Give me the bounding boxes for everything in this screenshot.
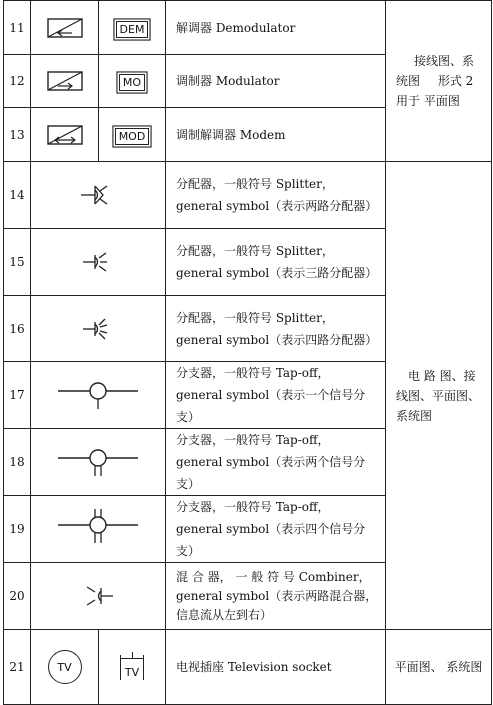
row-number: 17 (4, 362, 31, 429)
usage-line: 系统图 (396, 408, 433, 423)
usage-cell (386, 1, 492, 162)
description-line: 分支器，一般符号 Tap-off， (176, 500, 330, 514)
two-branch-tap-off-icon (53, 442, 143, 482)
tv-bracket-label: TV (124, 665, 140, 679)
form2-symbol-cell (99, 55, 166, 108)
description-line: general symbol（表示四路分配器） (176, 332, 378, 347)
row-number: 21 (4, 630, 31, 705)
description-line: 分支器，一般符号 Tap-off， (176, 366, 330, 380)
combiner-icon (73, 581, 123, 611)
row-number: 20 (4, 563, 31, 630)
description-line: 信息流从左到右） (176, 607, 273, 622)
row-number: 15 (4, 229, 31, 296)
description-line: 分配器，一般符号 Splitter， (176, 244, 334, 258)
description-cell (166, 362, 386, 429)
description-line: general symbol（表示三路分配器） (176, 266, 378, 280)
usage-cell (386, 162, 492, 630)
symbol-table (3, 0, 492, 705)
usage-line: 形式 2 用于 (396, 74, 474, 108)
symbol-cell (31, 563, 166, 630)
description-cell (166, 1, 386, 55)
usage-cell (386, 630, 492, 705)
description-line: 分支器，一般符号 Tap-off， (176, 433, 330, 447)
row-number: 19 (4, 496, 31, 563)
form1-symbol-cell (31, 55, 99, 108)
description-line: 电视插座 Television socket (176, 660, 332, 674)
mod-box-label: MOD (115, 128, 150, 145)
table-row (4, 630, 492, 705)
description-cell (166, 563, 386, 630)
form2-symbol-cell (99, 1, 166, 55)
form2-symbol-cell (99, 630, 166, 705)
symbol-cell (31, 362, 166, 429)
row-number: 16 (4, 296, 31, 362)
row-number: 12 (4, 55, 31, 108)
dem-box-label: DEM (116, 21, 149, 38)
description-line: 调制解调器 Modem (176, 127, 286, 142)
tv-circle-label: TV (57, 660, 72, 674)
row-number: 11 (4, 1, 31, 55)
four-way-splitter-icon (73, 314, 123, 344)
row-number: 18 (4, 429, 31, 496)
mo-box-label: MO (119, 74, 145, 91)
description-line: general symbol（表示两路混合器， (176, 588, 378, 603)
description-cell (166, 630, 386, 705)
modem-symbol-icon (45, 123, 85, 147)
description-line: 混 合 器， 一 般 符 号 Combiner， (176, 569, 371, 584)
usage-line: 电 路 图、接 (408, 368, 476, 383)
one-branch-tap-off-icon (53, 375, 143, 415)
two-way-splitter-icon (73, 180, 123, 210)
description-cell (166, 55, 386, 108)
usage-line: 平面图 (423, 94, 460, 108)
symbol-cell (31, 296, 166, 362)
description-cell (166, 496, 386, 563)
description-cell (166, 229, 386, 296)
description-cell (166, 296, 386, 362)
description-cell (166, 429, 386, 496)
usage-line: 平面图、 (394, 660, 443, 674)
usage-line: 接线图、系 (414, 54, 475, 68)
table-row (4, 162, 492, 229)
tv-socket-circle-icon (48, 650, 82, 684)
description-line: general symbol（表示四个信号分支） (176, 522, 366, 558)
description-line: general symbol（表示两个信号分支） (176, 455, 366, 491)
description-cell (166, 162, 386, 229)
description-line: 分配器，一般符号 Splitter， (176, 177, 334, 191)
symbol-cell (31, 162, 166, 229)
tv-socket-bracket-icon (120, 655, 144, 680)
symbol-cell (31, 229, 166, 296)
description-line: general symbol（表示一个信号分支） (176, 388, 366, 424)
description-line: 调制器 Modulator (176, 74, 280, 88)
row-number: 14 (4, 162, 31, 229)
description-line: 分配器，一般符号 Splitter， (176, 310, 334, 325)
form1-symbol-cell (31, 1, 99, 55)
form1-symbol-cell (31, 108, 99, 162)
row-number: 13 (4, 108, 31, 162)
description-line: general symbol（表示两路分配器） (176, 199, 378, 213)
modulator-symbol-icon (45, 69, 85, 93)
usage-line: 系统图 (446, 660, 483, 674)
demodulator-symbol-icon (45, 16, 85, 40)
four-branch-tap-off-icon (53, 507, 143, 551)
form1-symbol-cell (31, 630, 99, 705)
table-row (4, 1, 492, 55)
description-cell (166, 108, 386, 162)
description-line: 解调器 Demodulator (176, 20, 296, 35)
symbol-cell (31, 496, 166, 563)
usage-line: 线图、平面图、 (396, 388, 481, 403)
three-way-splitter-icon (73, 247, 123, 277)
symbol-cell (31, 429, 166, 496)
usage-line: 统图 (396, 74, 421, 88)
form2-symbol-cell (99, 108, 166, 162)
